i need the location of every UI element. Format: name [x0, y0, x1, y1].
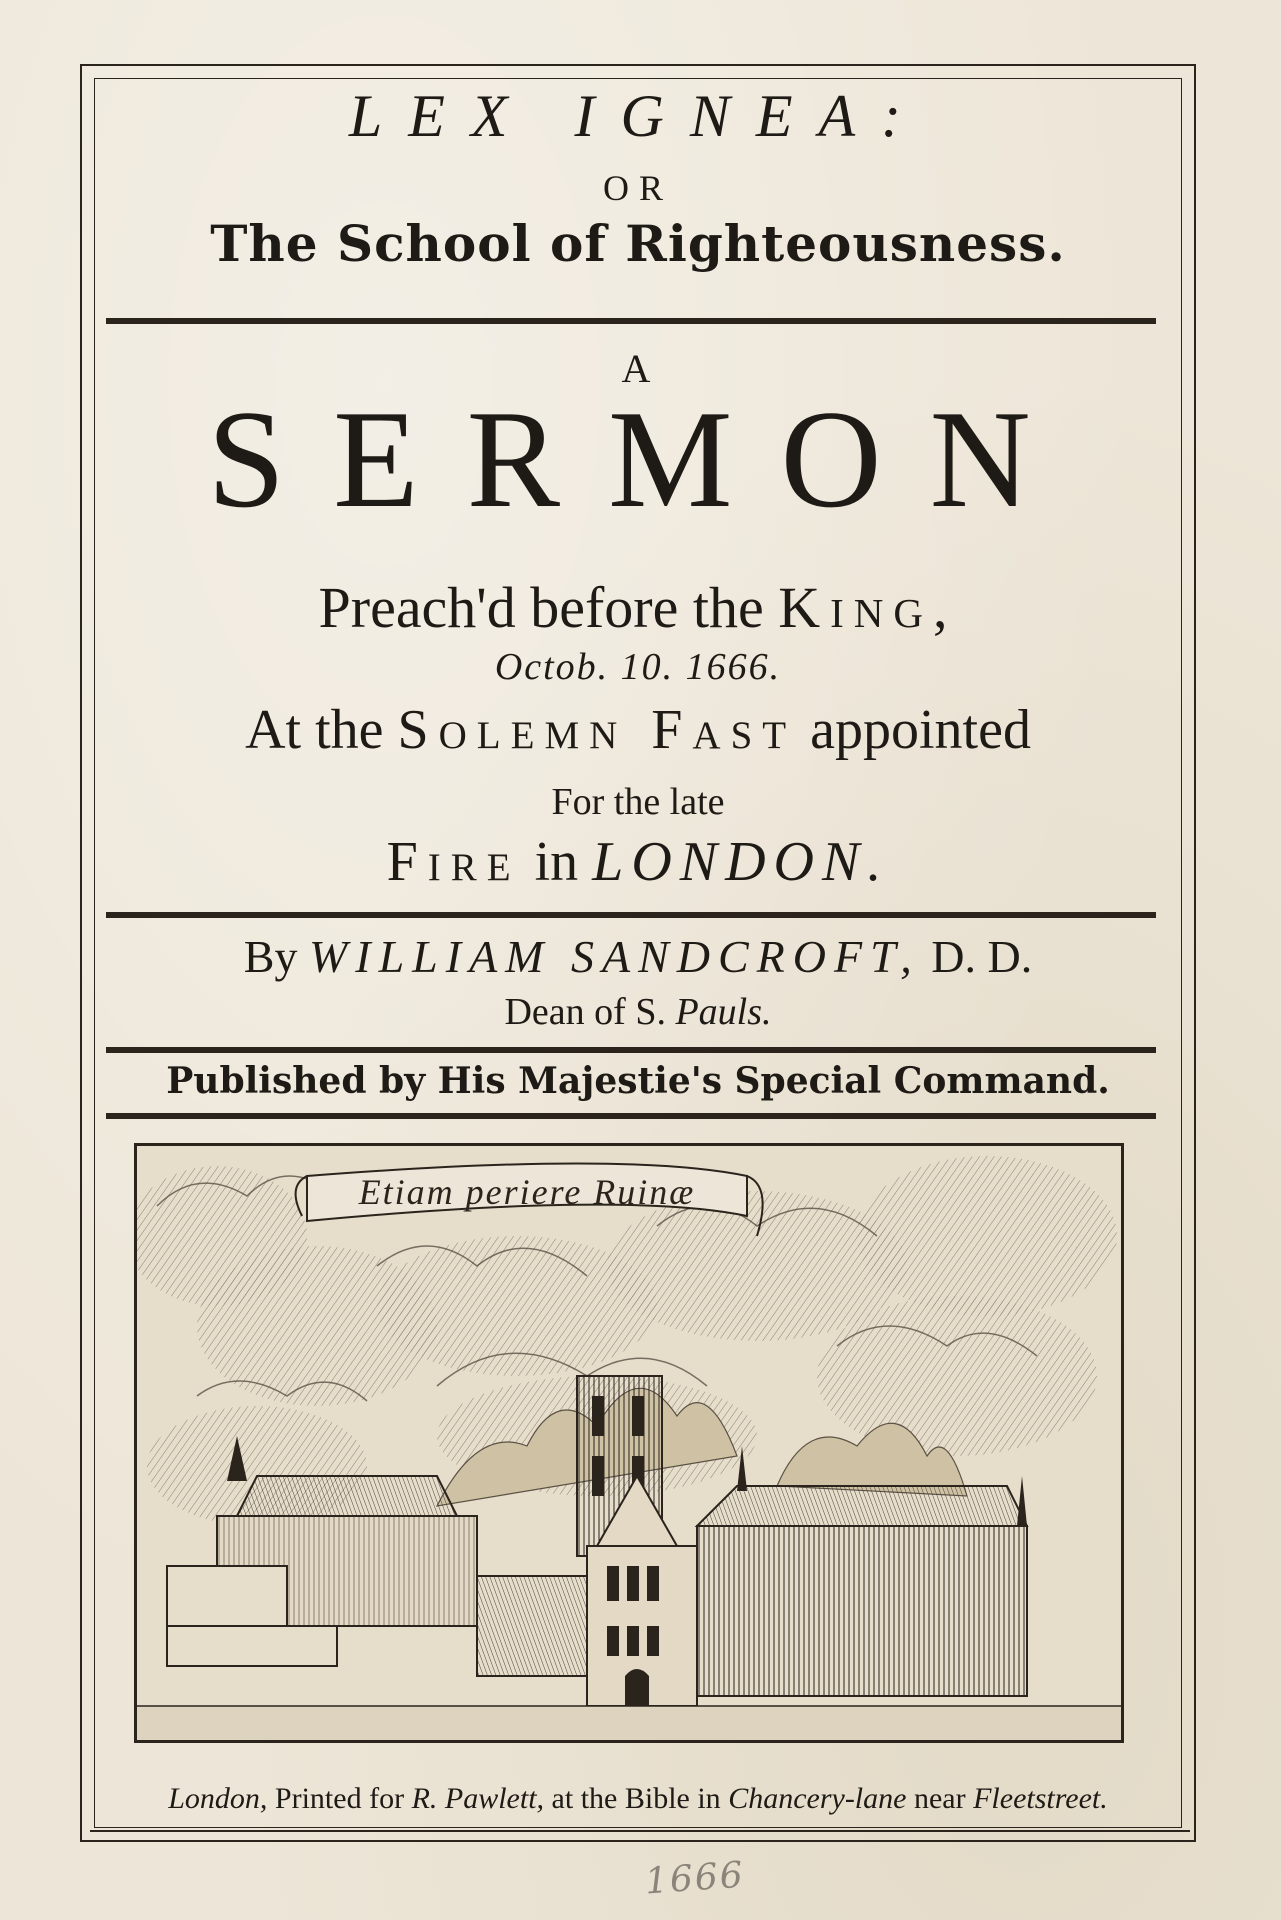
imprint-printer: R. Pawlett, [411, 1782, 545, 1815]
title-school-of-righteousness: The School of Righteousness. [210, 214, 1066, 273]
sermon-date: Octob. 10. 1666. [494, 646, 782, 688]
by-text: By [243, 931, 309, 982]
pauls-text: Pauls. [675, 991, 772, 1033]
label-a: A [621, 346, 655, 391]
burning-cathedral-engraving [137, 1146, 1121, 1740]
motto-text: Etiam periere Ruinæ [358, 1172, 696, 1212]
pencil-annotation: 1666 [643, 1854, 746, 1903]
engraving-plate [134, 1143, 1124, 1743]
fire-in-london [100, 830, 1176, 894]
preached-text: Preach'd before the [318, 575, 779, 640]
published-by-command: Published by His Majestie's Special Command. [166, 1060, 1110, 1102]
dean-text: Dean of S. [504, 991, 676, 1033]
imprint-london: London, [168, 1782, 268, 1815]
author-line [100, 930, 1176, 983]
at-the-text: At the [245, 699, 398, 761]
london-text: LONDON. [592, 831, 890, 893]
appointed-text: appointed [796, 699, 1031, 761]
author-name: WILLIAM SANDCROFT, [308, 931, 920, 982]
author-degree: D. D. [919, 931, 1033, 982]
imprint-at-the-bible: at the Bible in [544, 1782, 729, 1815]
author-title [100, 990, 1176, 1034]
title-lex-ignea: LEX IGNEA: [348, 83, 928, 149]
heading-sermon: SERMON [207, 382, 1079, 537]
imprint-printed-for: Printed for [267, 1782, 412, 1815]
divider-rule [106, 912, 1156, 918]
preached-before-king [100, 574, 1176, 641]
solemn-fast-line [100, 698, 1176, 762]
imprint-fleetstreet: Fleetstreet. [973, 1782, 1108, 1815]
king-text: King, [778, 575, 958, 640]
imprint-chancery-lane: Chancery-lane [728, 1782, 907, 1815]
divider-rule [106, 1113, 1156, 1119]
in-text: in [520, 831, 593, 893]
for-the-late: For the late [551, 781, 725, 823]
divider-rule [106, 318, 1156, 324]
divider-rule [106, 1047, 1156, 1053]
imprint-near: near [906, 1782, 974, 1815]
bottom-rule [90, 1830, 1190, 1832]
fire-text: Fire [386, 831, 521, 893]
solemn-fast-text: Solemn Fast [397, 699, 797, 761]
imprint-line [100, 1782, 1176, 1816]
title-or: OR [602, 168, 673, 208]
